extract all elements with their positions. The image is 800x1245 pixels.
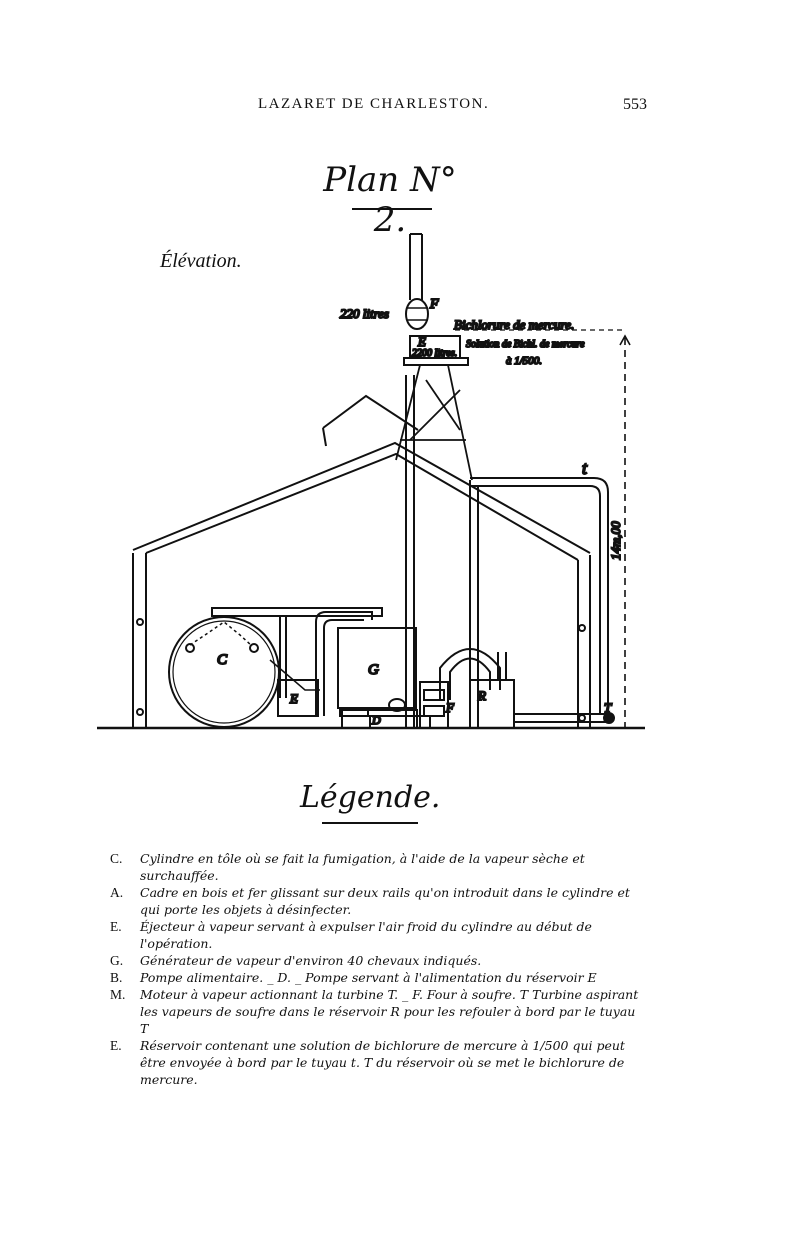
legend-text: Moteur à vapeur actionnant la turbine T. _ F. Four à soufre. T Turbine aspirant les vapeurs de soufre dans le réservoir R pour les refouler à bord par le tuyau T bbox=[140, 987, 639, 1036]
label-height: 14m,00 bbox=[608, 521, 623, 560]
label-g: G bbox=[368, 662, 379, 678]
tank-platform bbox=[404, 358, 468, 365]
legend-list bbox=[110, 850, 640, 1088]
legend-text: Générateur de vapeur d'environ 40 chevaux indiqués. bbox=[140, 953, 482, 968]
label-d: D bbox=[372, 713, 381, 727]
label-e-top: E bbox=[418, 334, 426, 349]
label-t: t bbox=[582, 458, 588, 478]
label-f-top: F bbox=[430, 297, 439, 312]
legend-item bbox=[110, 918, 640, 952]
legend-text: Cadre en bois et fer glissant sur deux rails qu'on introduit dans le cylindre et qui porte les objets à désinfecter. bbox=[140, 885, 630, 917]
legend-key: C. bbox=[110, 851, 123, 866]
legend-item bbox=[110, 986, 640, 1037]
label-c: C bbox=[217, 652, 228, 668]
running-title: LAZARET DE CHARLESTON. bbox=[258, 96, 490, 112]
legend-text: Réservoir contenant une solution de bichlorure de mercure à 1/500 qui peut être envoyée à bord par le tuyau t. T du réservoir où se met le bichlorure de mercure. bbox=[140, 1038, 625, 1087]
reservoir-r bbox=[470, 680, 514, 728]
legend-item bbox=[110, 969, 640, 986]
tank-220-litres bbox=[406, 299, 428, 329]
page-number: 553 bbox=[623, 96, 647, 113]
label-e-low: E bbox=[290, 691, 298, 706]
pipe-t bbox=[470, 478, 608, 728]
building-roof bbox=[133, 396, 590, 728]
label-t-pipe: T bbox=[604, 700, 612, 715]
legend-item bbox=[110, 952, 640, 969]
label-solution: Solution de Bichl. de mercure bbox=[466, 339, 585, 350]
view-label: Élévation. bbox=[160, 250, 242, 272]
legend-text: Pompe alimentaire. _ D. _ Pompe servant à l'alimentation du réservoir E bbox=[140, 970, 597, 985]
legend-key: A. bbox=[110, 885, 124, 900]
legend-title: Légende. bbox=[300, 780, 441, 815]
label-2200-litres: 2200 litres. bbox=[412, 348, 458, 359]
legend-key: E. bbox=[110, 919, 122, 934]
legend-text: Cylindre en tôle où se fait la fumigation, à l'aide de la vapeur sèche et surchauffée. bbox=[140, 851, 585, 883]
plan-title: Plan N° 2. bbox=[323, 160, 457, 240]
legend-key: B. bbox=[110, 970, 123, 985]
label-bichlorure: Bichlorure de mercure. bbox=[454, 317, 575, 332]
label-f-low: F bbox=[446, 700, 454, 715]
legend-key: M. bbox=[110, 987, 126, 1002]
legend-item bbox=[110, 884, 640, 918]
legend-key: G. bbox=[110, 953, 124, 968]
legend-rule bbox=[322, 822, 418, 824]
cylinder-c bbox=[169, 617, 279, 727]
label-r: R bbox=[478, 688, 486, 703]
label-220-litres: 220 litres bbox=[340, 306, 389, 321]
ejector-e bbox=[278, 680, 318, 716]
legend-item bbox=[110, 850, 640, 884]
legend-key: E. bbox=[110, 1038, 122, 1053]
legend-text: Éjecteur à vapeur servant à expulser l'air froid du cylindre au début de l'opération. bbox=[140, 919, 592, 951]
label-ratio: à 1/500. bbox=[506, 355, 543, 367]
legend-item bbox=[110, 1037, 640, 1088]
